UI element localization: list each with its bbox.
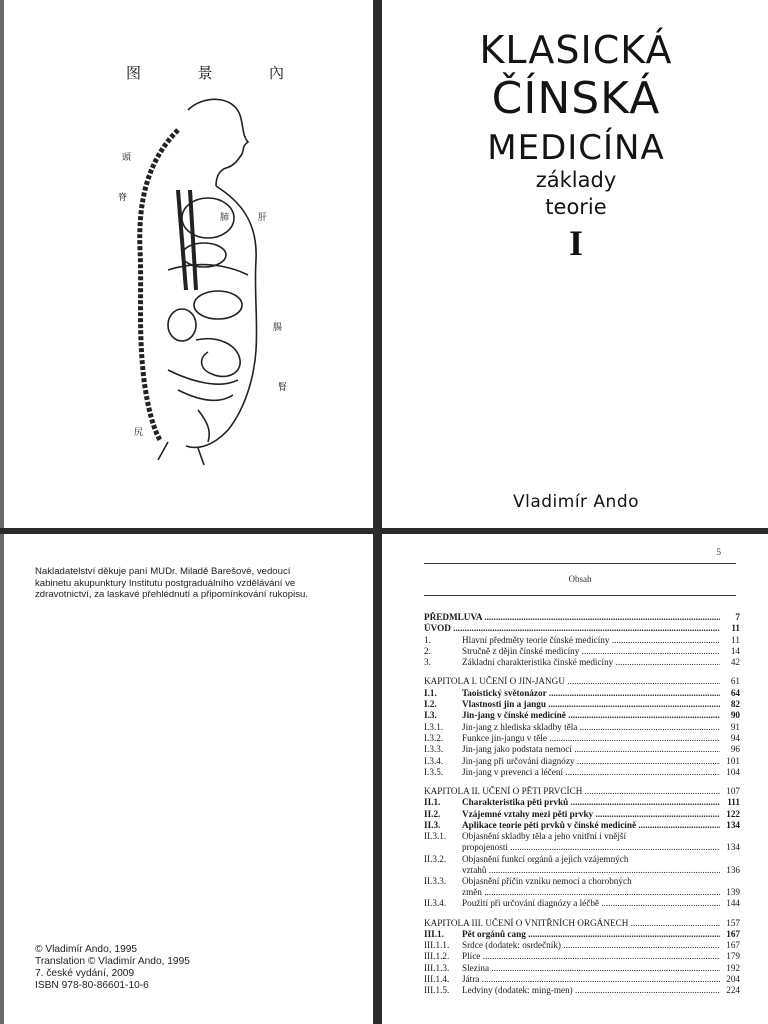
toc-entry <box>424 974 740 985</box>
toc-entry <box>424 831 740 842</box>
toc-entry-number: III.1.3. <box>424 962 450 973</box>
toc-entry-page: 111 <box>727 797 740 808</box>
toc-entry-page: 139 <box>726 886 740 897</box>
toc-entry <box>424 612 740 623</box>
title-line-2: ČÍNSKÁ <box>491 73 661 124</box>
cover-page <box>384 0 768 526</box>
toc-entry-title: Plíce ..... <box>462 951 720 962</box>
toc-entry-number: 1. <box>424 634 431 645</box>
toc-entry-page: 64 <box>730 687 740 698</box>
toc-entry-number: III.1.2. <box>424 951 450 962</box>
toc-entry-title: KAPITOLA I. UČENÍ O JIN-JANGU ..... <box>424 676 720 687</box>
toc-entry-page: 136 <box>726 864 740 875</box>
toc-entry-number: I.3.3. <box>424 744 444 755</box>
toc-entry-title: Objasnění skladby těla a jeho vnitřní i vnější <box>462 831 627 842</box>
title-line-1: KLASICKÁ <box>479 28 673 72</box>
toc-entry-page: 179 <box>726 951 740 962</box>
toc-entry-page: 224 <box>726 985 740 996</box>
toc-entry-page: 11 <box>731 623 740 634</box>
toc-entry-page: 167 <box>726 940 740 951</box>
svg-text:肺: 肺 <box>220 213 230 223</box>
toc-entry <box>424 710 740 721</box>
toc-entry <box>424 635 740 646</box>
toc-entry <box>424 623 740 634</box>
book-gutter-horizontal <box>0 528 768 534</box>
toc-entry <box>424 842 740 853</box>
toc-entry <box>424 951 740 962</box>
svg-text:脊: 脊 <box>118 193 128 203</box>
toc-entry-page: 61 <box>730 676 740 687</box>
toc-entry <box>424 688 740 699</box>
chinese-title-char: 图 <box>126 64 144 82</box>
toc-entry-page: 101 <box>726 755 740 766</box>
toc-entry-page: 134 <box>726 842 740 853</box>
toc-entry-number: II.3.2. <box>424 853 447 864</box>
toc-entry-number: I.3.4. <box>424 755 444 766</box>
toc-entry-page: 96 <box>730 744 740 755</box>
toc-list <box>424 612 740 997</box>
toc-entry-number: II.3.4. <box>424 898 447 909</box>
toc-entry <box>424 929 740 940</box>
toc-entry-title: Funkce jin-jangu v těle ..... <box>462 733 720 744</box>
toc-entry-page: 204 <box>726 974 740 985</box>
toc-heading: Obsah <box>568 574 592 584</box>
toc-entry-number: I.3.1. <box>424 721 444 732</box>
toc-entry-number: I.1. <box>424 687 437 698</box>
svg-text:頭: 頭 <box>122 153 132 163</box>
toc-entry-number: III.1.1. <box>424 940 450 951</box>
svg-text:尻: 尻 <box>134 428 144 438</box>
toc-entry-title: PŘEDMLUVA ..... <box>424 612 720 623</box>
page-edge <box>0 0 4 1024</box>
chinese-title-char: 景 <box>197 64 215 82</box>
toc-entry <box>424 940 740 951</box>
toc-entry <box>424 744 740 755</box>
toc-entry-number: 2. <box>424 645 431 656</box>
book-gutter-vertical <box>373 0 382 1024</box>
toc-entry <box>424 676 740 687</box>
toc-entry <box>424 876 740 887</box>
toc-entry-title: vztahů ..... <box>462 865 720 876</box>
toc-entry-title: Aplikace teorie pěti prvků v čínské medicíně ..... <box>462 820 720 831</box>
toc-entry <box>424 809 740 820</box>
toc-entry-page: 167 <box>726 928 740 939</box>
subtitle-line-1: základy <box>535 168 617 192</box>
toc-entry-page: 134 <box>726 820 740 831</box>
toc-entry-page: 144 <box>726 898 740 909</box>
toc-entry-number: I.3. <box>424 710 437 721</box>
toc-top-rule <box>424 563 736 564</box>
toc-entry-page: 14 <box>730 645 740 656</box>
svg-text:腎: 腎 <box>278 383 288 393</box>
volume-number: I <box>568 223 583 263</box>
toc-entry-page: 91 <box>730 721 740 732</box>
toc-entry-title: Jin-jang jako podstata nemocí ..... <box>462 744 720 755</box>
toc-entry-title: Vlastnosti jin a jangu ..... <box>462 699 720 710</box>
chinese-title <box>126 62 286 83</box>
toc-entry-title: Základní charakteristika čínské medicíny ..... <box>462 657 720 668</box>
subtitle-line-2: teorie <box>545 195 607 219</box>
isbn-line: ISBN 978-80-86601-10-6 <box>35 980 149 991</box>
toc-entry <box>424 657 740 668</box>
toc-entry-title: Pět orgánů cang ..... <box>462 929 720 940</box>
toc-entry-number: I.3.5. <box>424 766 444 777</box>
toc-entry-page: 192 <box>726 962 740 973</box>
toc-heading-rule <box>424 595 736 596</box>
toc-entry-title: propojenosti ..... <box>462 842 720 853</box>
toc-entry-title: Stručně z dějin čínské medicíny ..... <box>462 646 720 657</box>
toc-entry-title: Ledviny (dodatek: ming-men) ..... <box>462 985 720 996</box>
toc-entry-title: Taoistický světonázor ..... <box>462 688 720 699</box>
toc-entry-number: III.1.4. <box>424 974 450 985</box>
acknowledgement-line: kabinetu akupunktury Institutu postgraduálního vzdělávání ve <box>35 577 296 589</box>
colophon-page <box>8 536 370 1024</box>
toc-entry-number: 3. <box>424 657 431 668</box>
toc-entry <box>424 786 740 797</box>
toc-entry <box>424 854 740 865</box>
toc-entry <box>424 887 740 898</box>
toc-entry-number: II.3. <box>424 820 441 831</box>
toc-entry-number: II.2. <box>424 808 441 819</box>
toc-entry <box>424 797 740 808</box>
toc-entry <box>424 918 740 929</box>
toc-entry <box>424 820 740 831</box>
toc-entry-page: 107 <box>726 786 740 797</box>
acknowledgement-line: zdravotnictví, za laskavé přehlédnutí a připomínkování rukopisu. <box>35 589 309 600</box>
acknowledgement-text <box>35 566 365 601</box>
page-number: 5 <box>716 547 721 557</box>
chinese-title-char: 內 <box>268 64 286 82</box>
author-name: Vladimír Ando <box>512 492 640 512</box>
toc-entry-title: ÚVOD ..... <box>424 623 720 634</box>
illustration-page <box>8 0 370 526</box>
toc-entry-title: Jin-jang v čínské medicíně ..... <box>462 710 720 721</box>
toc-entry-page: 7 <box>735 612 740 622</box>
toc-entry-title: Játra ..... <box>462 974 720 985</box>
toc-entry <box>424 985 740 996</box>
toc-entry-number: I.3.2. <box>424 732 444 743</box>
toc-entry-title: Vzájemné vztahy mezi pěti prvky ..... <box>462 809 720 820</box>
toc-entry-number: II.1. <box>424 797 441 808</box>
toc-entry <box>424 699 740 710</box>
toc-entry-title: Charakteristika pěti prvků ..... <box>462 797 720 808</box>
toc-entry-title: Použití při určování diagnózy a léčbě ..... <box>462 898 720 909</box>
toc-entry-title: Jin-jang při určování diagnózy ..... <box>462 756 720 767</box>
svg-text:腸: 腸 <box>273 323 283 333</box>
toc-entry <box>424 646 740 657</box>
toc-entry-page: 90 <box>730 710 740 721</box>
toc-entry-number: I.2. <box>424 699 437 710</box>
colophon <box>35 944 190 992</box>
toc-entry-title: Objasnění funkcí orgánů a jejich vzájemných <box>462 853 629 864</box>
toc-entry-page: 82 <box>730 699 740 710</box>
toc-entry <box>424 733 740 744</box>
acknowledgement-line: Nakladatelství děkuje paní MUDr. Miladě Barešové, vedoucí <box>35 566 291 577</box>
toc-entry-title: Hlavní předměty teorie čínské medicíny ..... <box>462 635 720 646</box>
toc-entry-number: III.1.5. <box>424 985 450 996</box>
translation-line: Translation © Vladimír Ando, 1995 <box>35 956 190 967</box>
toc-entry-number: II.3.3. <box>424 875 447 886</box>
toc-entry-page: 11 <box>731 634 740 645</box>
toc-entry <box>424 963 740 974</box>
toc-entry-title: KAPITOLA III. UČENÍ O VNITŘNÍCH ORGÁNECH ..... <box>424 918 720 929</box>
toc-entry-page: 157 <box>726 917 740 928</box>
toc-entry-number: III.1. <box>424 928 444 939</box>
toc-entry <box>424 722 740 733</box>
toc-entry-page: 122 <box>726 808 740 819</box>
toc-entry-title: Slezina ..... <box>462 963 720 974</box>
toc-entry-page: 104 <box>726 766 740 777</box>
edition-line: 7. české vydání, 2009 <box>35 968 135 979</box>
toc-entry-title: KAPITOLA II. UČENÍ O PĚTI PRVCÍCH ..... <box>424 786 720 797</box>
copyright-line: © Vladimír Ando, 1995 <box>35 944 138 955</box>
toc-entry-page: 94 <box>730 732 740 743</box>
toc-entry <box>424 898 740 909</box>
svg-text:肝: 肝 <box>258 213 268 223</box>
toc-entry-title: změn ..... <box>462 887 720 898</box>
toc-entry-page: 42 <box>730 657 740 668</box>
toc-entry-title: Jin-jang z hlediska skladby těla ..... <box>462 722 720 733</box>
anatomy-illustration <box>108 90 318 470</box>
toc-entry <box>424 756 740 767</box>
toc-entry-number: II.3.1. <box>424 831 447 842</box>
toc-entry-title: Jin-jang v prevenci a léčení ..... <box>462 767 720 778</box>
toc-entry <box>424 865 740 876</box>
toc-entry-title: Objasnění příčin vzniku nemocí a chorobných <box>462 875 632 886</box>
toc-entry <box>424 767 740 778</box>
title-line-3: MEDICÍNA <box>487 128 665 168</box>
toc-page <box>384 536 768 1024</box>
toc-entry-title: Srdce (dodatek: osrdečník) ..... <box>462 940 720 951</box>
